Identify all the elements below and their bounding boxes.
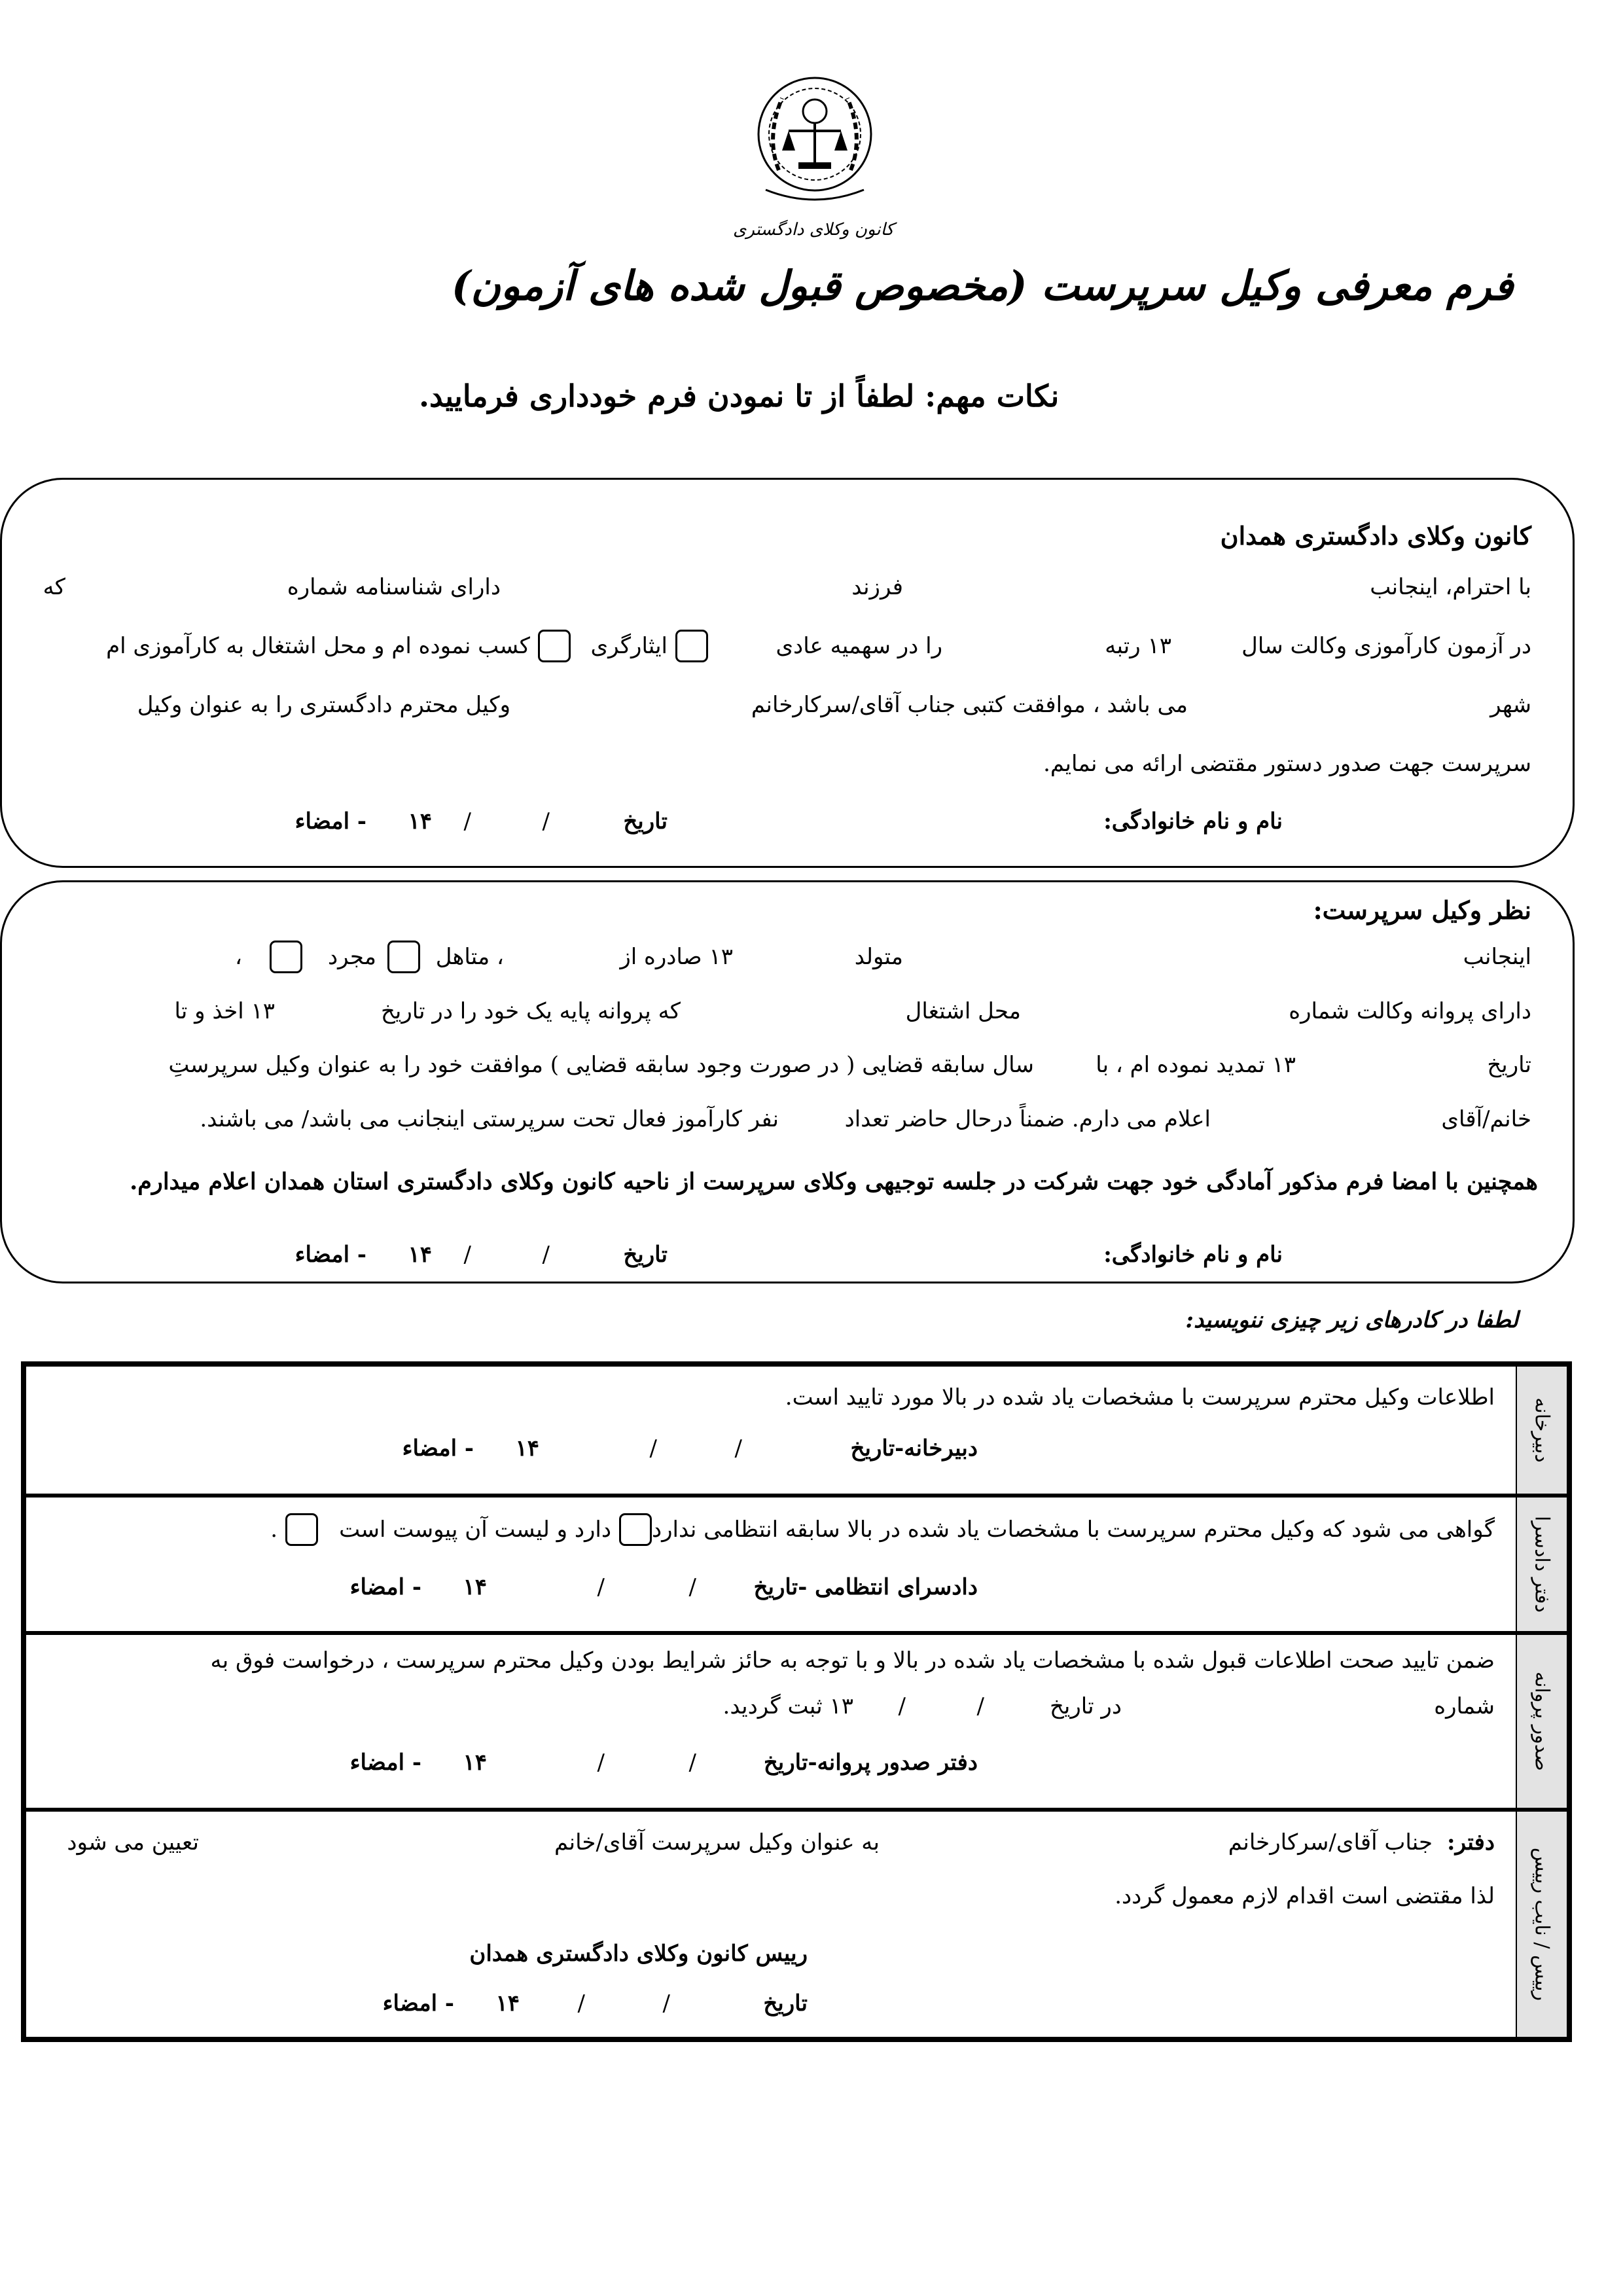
applicant-name-label: نام و نام خانوادگی:	[1103, 808, 1283, 834]
prosecutor-signature-label: - امضاء	[349, 1574, 421, 1600]
side-label-text: دبیرخانه	[1530, 1397, 1554, 1463]
appointed-text: تعیین می شود	[67, 1829, 199, 1856]
internship-place-label: کسب نموده ام و محل اشتغال به کارآموزی ام	[106, 633, 530, 659]
issued-from-label: ۱۳ صادره از	[620, 944, 733, 970]
quota-regular-label: را در سهمیه عادی	[776, 633, 942, 659]
briefing-commitment: همچنین با امضا فرم مذکور آمادگی خود جهت شرکت در جلسه توجیهی وکلای سرپرست از ناحیه کانون وکلای دادگستری استان همدان اعلام میدارم.	[130, 1168, 1538, 1195]
license-office-signature-label: - امضاء	[349, 1749, 421, 1776]
president-date-label: تاریخ	[763, 1990, 808, 2017]
exam-year-label: در آزمون کارآموزی وکالت سال	[1241, 633, 1531, 659]
license-issuance-text: ضمن تایید صحت اطلاعات قبول شده با مشخصات یاد شده در بالا و با توجه به حائز شرایط بودن وکیل محترم سرپرست ، درخواست فوق به	[210, 1647, 1495, 1674]
applicant-signature-label: - امضاء	[294, 808, 366, 834]
president-side-label	[1516, 1812, 1567, 2037]
office-use-caption: لطفا در کادرهای زیر چیزی ننویسید:	[1185, 1307, 1518, 1333]
date-slash: /	[976, 1693, 984, 1719]
has-record-checkbox[interactable]	[280, 1513, 323, 1546]
date-slash: /	[597, 1749, 605, 1776]
that-word: که	[43, 574, 65, 600]
prosecutor-date-label: دادسرای انتظامی -تاریخ	[753, 1574, 978, 1600]
date-slash: /	[542, 1242, 550, 1268]
date-slash: /	[662, 1990, 670, 2017]
registered-text: ۱۳ ثبت گردید.	[722, 1693, 853, 1719]
date-slash: /	[577, 1990, 585, 2017]
appointee-label: جناب آقای/سرکارخانم	[1228, 1829, 1433, 1856]
secretariat-signature-label: - امضاء	[402, 1435, 474, 1462]
workplace-label: محل اشتغال	[905, 998, 1021, 1024]
single-checkbox[interactable]	[264, 941, 308, 973]
birth-label: متولد	[854, 944, 903, 970]
date-slash: /	[463, 1242, 471, 1268]
logo-caption: کانون وکلای دادگستری	[733, 220, 894, 240]
prosecutor-side-label	[1516, 1498, 1567, 1631]
bar-association-emblem	[753, 65, 877, 229]
request-text: سرپرست جهت صدور دستور مقتضی ارائه می نمایم.	[1043, 751, 1531, 777]
secretariat-row	[26, 1367, 1567, 1498]
license-date-label: که پروانه پایه یک خود را در تاریخ	[380, 998, 681, 1024]
comma: ،	[235, 944, 242, 970]
city-label: شهر	[1490, 692, 1531, 718]
license-issuance-row	[26, 1635, 1567, 1812]
secretariat-side-label	[1516, 1367, 1567, 1494]
date-slash: /	[649, 1435, 657, 1462]
side-label-text: صدور پروانه	[1530, 1672, 1554, 1771]
section2-heading: نظر وکیل سرپرست:	[1313, 895, 1531, 925]
supervisor-signature-label: - امضاء	[294, 1242, 366, 1268]
active-trainees-label: نفر کارآموز فعال تحت سرپرستی اینجانب می باشد/ می باشند.	[200, 1106, 779, 1132]
date-year: ۱۴	[408, 808, 432, 834]
no-record-checkbox[interactable]	[614, 1513, 657, 1546]
renewed-label: ۱۳ تمدید نموده ام ، با	[1096, 1052, 1296, 1078]
applicant-date-label: تاریخ	[623, 808, 668, 834]
married-checkbox[interactable]	[382, 941, 425, 973]
married-label: ، متاهل	[435, 944, 504, 970]
date-slash: /	[734, 1435, 742, 1462]
supervisor-consent-label: می باشد ، موافقت کتبی جناب آقای/سرکارخانم	[751, 692, 1188, 718]
side-label-text: دفتر دادسرا	[1530, 1516, 1554, 1613]
applicant-greeting: با احترام، اینجانب	[1370, 574, 1531, 600]
license-office-date-label: دفتر صدور پروانه-تاریخ	[763, 1749, 978, 1776]
no-record-text: گواهی می شود که وکیل محترم سرپرست با مشخصات یاد شده در بالا سابقه انتظامی ندارد	[652, 1516, 1495, 1543]
supervisor-date-label: تاریخ	[623, 1242, 668, 1268]
current-count-label: اعلام می دارم. ضمناً درحال حاضر تعداد	[844, 1106, 1211, 1132]
registration-number-label: شماره	[1434, 1693, 1495, 1719]
president-title: رییس کانون وکلای دادگستری همدان	[469, 1941, 808, 1967]
date-slash: /	[688, 1749, 696, 1776]
date-year: ۱۴	[463, 1749, 487, 1776]
date-year: ۱۴	[463, 1574, 487, 1600]
prosecutor-row	[26, 1498, 1567, 1635]
date-slash: /	[898, 1693, 906, 1719]
rank-label: ۱۳ رتبه	[1105, 633, 1171, 659]
supervisor-of-label: به عنوان وکیل سرپرست آقای/خانم	[554, 1829, 880, 1856]
single-label: مجرد	[327, 944, 376, 970]
president-signature-label: - امضاء	[382, 1990, 454, 2017]
registration-date-label: در تاریخ	[1049, 1693, 1122, 1719]
date-slash: /	[542, 808, 550, 834]
has-record-text: دارد و لیست آن پیوست است	[339, 1516, 611, 1543]
office-use-table	[21, 1361, 1572, 2042]
secretariat-text: اطلاعات وکیل محترم سرپرست با مشخصات یاد شده در بالا مورد تایید است.	[785, 1384, 1495, 1410]
quota-veteran-checkbox[interactable]	[533, 630, 576, 662]
office-label: دفتر:	[1447, 1829, 1495, 1856]
license-issued-label: ۱۳ اخذ و تا	[174, 998, 275, 1024]
trainee-name-label: خانم/آقای	[1441, 1106, 1531, 1132]
secretariat-date-label: دبیرخانه-تاریخ	[850, 1435, 978, 1462]
notice-text: نکات مهم: لطفاً از تا نمودن فرم خودداری فرمایید.	[419, 378, 1060, 414]
attorney-as-label: وکیل محترم دادگستری را به عنوان وکیل	[137, 692, 510, 718]
date-year: ۱۴	[515, 1435, 539, 1462]
quota-veteran-label: ایثارگری	[590, 633, 668, 659]
id-number-label: دارای شناسنامه شماره	[287, 574, 501, 600]
president-row	[26, 1812, 1567, 2037]
form-title: فرم معرفی وکیل سرپرست (مخصوص قبول شده های آزمون)	[452, 262, 1514, 310]
renewal-date-label: تاریخ	[1487, 1052, 1531, 1078]
quota-regular-checkbox[interactable]	[670, 630, 713, 662]
license-issuance-side-label	[1516, 1635, 1567, 1808]
side-label-text: رییس / نایب رییس	[1530, 1847, 1554, 2001]
supervisor-self-label: اینجانب	[1463, 944, 1531, 970]
date-slash: /	[597, 1574, 605, 1600]
child-of-label: فرزند	[851, 574, 903, 600]
date-year: ۱۴	[408, 1242, 432, 1268]
period: .	[270, 1516, 277, 1543]
supervisor-section-box	[0, 880, 1575, 1283]
judicial-record-text: سال سابقه قضایی ( در صورت وجود سابقه قضایی ) موافقت خود را به عنوان وکیل سرپرستِ	[168, 1052, 1034, 1078]
license-number-label: دارای پروانه وکالت شماره	[1289, 998, 1531, 1024]
date-slash: /	[463, 808, 471, 834]
section1-heading: کانون وکلای دادگستری همدان	[1220, 521, 1531, 550]
date-slash: /	[688, 1574, 696, 1600]
action-required-text: لذا مقتضی است اقدام لازم معمول گردد.	[1115, 1883, 1495, 1909]
supervisor-name-label: نام و نام خانوادگی:	[1103, 1242, 1283, 1268]
date-year: ۱۴	[495, 1990, 520, 2017]
